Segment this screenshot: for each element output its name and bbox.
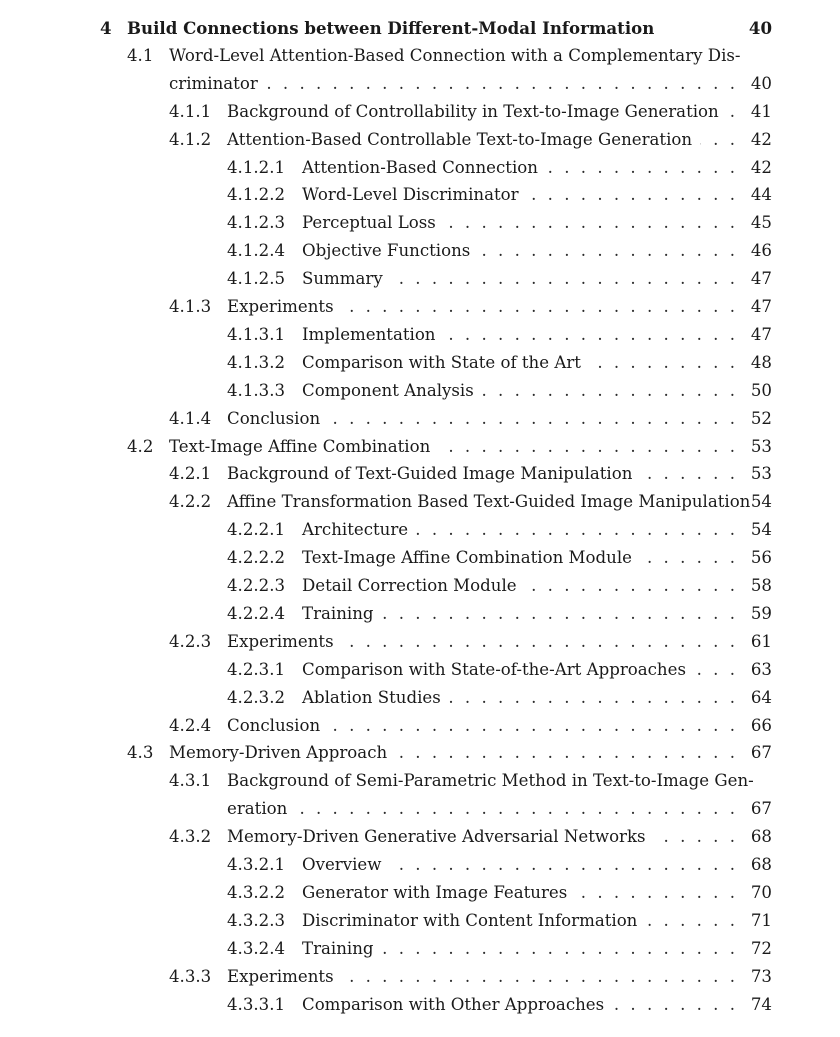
toc-entry-title: Comparison with Other Approaches <box>302 994 605 1014</box>
toc-entry-title: Background of Controllability in Text-to-Image Generation <box>227 101 719 121</box>
toc-entry-number: 4.2.2.4 <box>227 603 286 623</box>
toc-entry-title: Comparison with State-of-the-Art Approaches <box>302 659 686 679</box>
toc-entry[interactable] <box>0 572 840 600</box>
toc-entry-title: Conclusion <box>227 408 321 428</box>
dot-leader <box>391 265 735 293</box>
toc-entry-number: 4.1.4 <box>169 408 212 428</box>
toc-entry-title: Ablation Studies <box>302 687 441 707</box>
dot-leader <box>482 377 735 405</box>
toc-entry-number: 4.3.1 <box>169 771 212 791</box>
toc-entry-number: 4.3.2.3 <box>227 910 286 930</box>
dot-leader <box>438 433 735 461</box>
toc-entry-number: 4.1 <box>127 45 154 65</box>
toc-entry-number: 4.1.3.3 <box>227 380 286 400</box>
toc-entry-page: 44 <box>750 185 772 205</box>
toc-entry-page: 67 <box>750 799 772 819</box>
toc-entry-page: 46 <box>750 241 772 261</box>
chapter-title: Build Connections between Different-Modal Information <box>127 18 655 38</box>
toc-entry[interactable] <box>0 656 840 684</box>
dot-leader <box>525 572 735 600</box>
toc-entry[interactable] <box>0 181 840 209</box>
toc-entry[interactable] <box>0 739 840 767</box>
toc-entry[interactable] <box>0 935 840 963</box>
toc-entry-page: 66 <box>750 715 772 735</box>
toc-entry-page: 42 <box>750 157 772 177</box>
toc-entry-number: 4.1.3.1 <box>227 324 286 344</box>
chapter-heading <box>0 14 840 42</box>
toc-entry-title: Component Analysis <box>302 380 474 400</box>
dot-leader <box>640 460 735 488</box>
toc-entry-page: 71 <box>750 910 772 930</box>
toc-entry[interactable] <box>0 488 840 516</box>
toc-entry[interactable] <box>0 349 840 377</box>
dot-leader <box>266 70 735 98</box>
toc-entry-number: 4.3.2 <box>169 827 212 847</box>
toc-entry-page: 50 <box>750 380 772 400</box>
dot-leader <box>342 628 735 656</box>
toc-entry-page: 48 <box>750 352 772 372</box>
toc-entry-page: 42 <box>750 129 772 149</box>
toc-entry-title: Experiments <box>227 297 334 316</box>
dot-leader <box>727 98 735 126</box>
toc-entry-number: 4.1.3.2 <box>227 352 286 372</box>
toc-entry-page: 68 <box>750 827 772 847</box>
toc-entry-page: 70 <box>750 882 772 902</box>
dot-leader <box>295 795 735 823</box>
toc-entry[interactable] <box>0 907 840 935</box>
toc-entry[interactable] <box>0 963 840 991</box>
toc-entry[interactable] <box>0 544 840 572</box>
toc-entry-page: 72 <box>750 938 772 958</box>
toc-entry-title: Word-Level Discriminator <box>302 185 519 205</box>
toc-entry[interactable] <box>0 712 840 740</box>
toc-entry-page: 67 <box>750 743 772 763</box>
toc-entry[interactable] <box>0 209 840 237</box>
toc-entry-page: 53 <box>750 464 772 484</box>
toc-entry[interactable] <box>0 126 840 154</box>
dot-leader <box>328 405 735 433</box>
toc-entry-number: 4.1.2.2 <box>227 185 286 205</box>
dot-leader <box>645 907 735 935</box>
toc-entry-page: 68 <box>750 855 772 874</box>
toc-entry-number: 4.3.3.1 <box>227 994 286 1014</box>
toc-entry[interactable] <box>0 377 840 405</box>
dot-leader <box>527 181 735 209</box>
toc-entry[interactable] <box>0 600 840 628</box>
chapter-page: 40 <box>748 18 772 38</box>
toc-entry-title: Perceptual Loss <box>302 213 436 233</box>
toc-entry-number: 4.2.1 <box>169 464 212 484</box>
dot-leader <box>342 963 735 991</box>
toc-entry-number: 4.2.3.2 <box>227 687 286 707</box>
chapter-number: 4 <box>100 18 112 38</box>
toc-entry-page: 45 <box>750 213 772 233</box>
toc-entry-number: 4.3.3 <box>169 966 212 986</box>
toc-entry-title: Discriminator with Content Information <box>302 910 638 930</box>
toc-entry-title: Training <box>302 603 374 623</box>
dot-leader <box>382 600 735 628</box>
toc-entry[interactable] <box>0 42 840 70</box>
dot-leader <box>546 154 735 182</box>
toc-entry-number: 4.3.2.1 <box>227 855 286 874</box>
toc-entry-title: Overview <box>302 855 382 874</box>
toc-entry-number: 4.2.4 <box>169 715 212 735</box>
toc-entry-title: Experiments <box>227 631 334 651</box>
toc-entry-title: Background of Semi-Parametric Method in Text-to-Image Gen- <box>227 771 754 791</box>
toc-entry-title: Objective Functions <box>302 241 471 261</box>
toc-entry[interactable] <box>0 879 840 907</box>
toc-entry-title: Text-Image Affine Combination <box>169 436 431 456</box>
dot-leader <box>416 516 735 544</box>
toc-entry-title: Implementation <box>302 324 436 344</box>
toc-entry-number: 4.2.2.2 <box>227 548 286 568</box>
toc-entry[interactable] <box>0 991 840 1019</box>
toc-entry-number: 4.3 <box>127 743 154 763</box>
toc-entry-page: 54 <box>750 520 772 540</box>
toc-entry-page: 74 <box>750 994 772 1014</box>
toc-entry-page: 47 <box>750 324 772 344</box>
toc-entry-title: Experiments <box>227 966 334 986</box>
toc-entry[interactable] <box>0 628 840 656</box>
dot-leader <box>575 879 735 907</box>
toc-entry-page: 47 <box>750 297 772 316</box>
toc-entry-title: Detail Correction Module <box>302 576 517 595</box>
toc-entry-number: 4.2.3 <box>169 631 212 651</box>
dot-leader <box>328 712 735 740</box>
dot-leader <box>478 237 735 265</box>
dot-leader <box>389 851 735 879</box>
toc-entry-title: Summary <box>302 269 383 289</box>
toc-entry[interactable] <box>0 823 840 851</box>
toc-entry[interactable] <box>0 460 840 488</box>
toc-entry-title: Background of Text-Guided Image Manipulation <box>227 464 633 484</box>
toc-entry-title: Architecture <box>302 520 409 540</box>
toc-entry-number: 4.1.1 <box>169 101 212 121</box>
toc-entry-number: 4.1.2.3 <box>227 213 286 233</box>
toc-entry-title: Affine Transformation Based Text-Guided Image Manipulation <box>227 492 751 512</box>
toc-entry-title: Attention-Based Controllable Text-to-Image Generation <box>227 129 693 149</box>
toc-entry-number: 4.1.2.1 <box>227 157 286 177</box>
toc-entry-page: 63 <box>750 659 772 679</box>
toc-entry-number: 4.1.2 <box>169 129 212 149</box>
toc-entry-number: 4.3.2.4 <box>227 938 286 958</box>
toc-entry-number: 4.2.2.3 <box>227 576 286 595</box>
dot-leader <box>700 126 735 154</box>
toc-entry-page: 54 <box>750 492 772 512</box>
toc-entry[interactable] <box>0 293 840 321</box>
toc-entry-title: Generator with Image Features <box>302 882 568 902</box>
toc-entry-number: 4.1.3 <box>169 297 212 316</box>
toc-entry-page: 61 <box>750 631 772 651</box>
toc-entry-page: 52 <box>750 408 772 428</box>
dot-leader <box>589 349 735 377</box>
toc-entry-page: 53 <box>750 436 772 456</box>
toc-entry-page: 58 <box>750 576 772 595</box>
toc-entry-title-continuation: eration <box>227 799 288 819</box>
toc-entry[interactable] <box>0 433 840 461</box>
toc-entry-page: 64 <box>750 687 772 707</box>
toc-entry-number: 4.3.2.2 <box>227 882 286 902</box>
toc-entry-title: Memory-Driven Approach <box>169 743 388 763</box>
toc-entry-page: 41 <box>750 101 772 121</box>
toc-entry[interactable] <box>0 154 840 182</box>
toc-entry-title-continuation: criminator <box>169 73 258 93</box>
toc-entry-title: Attention-Based Connection <box>302 157 538 177</box>
toc-entry[interactable] <box>0 767 840 795</box>
toc-entry-title: Comparison with State of the Art <box>302 352 581 372</box>
toc-entry-title: Text-Image Affine Combination Module <box>302 548 632 568</box>
toc-entry-page: 40 <box>750 73 772 93</box>
toc-entry-title: Memory-Driven Generative Adversarial Networks <box>227 827 646 847</box>
toc-entry[interactable] <box>0 516 840 544</box>
toc-entry[interactable] <box>0 265 840 293</box>
dot-leader <box>395 739 735 767</box>
toc-entry[interactable] <box>0 237 840 265</box>
dot-leader <box>444 321 735 349</box>
toc-entry-title: Conclusion <box>227 715 321 735</box>
toc-entry-number: 4.2.2 <box>169 492 212 512</box>
dot-leader <box>694 656 735 684</box>
dot-leader <box>612 991 735 1019</box>
dot-leader <box>342 293 735 321</box>
dot-leader <box>382 935 735 963</box>
toc-entry[interactable] <box>0 98 840 126</box>
toc-entry-continuation[interactable] <box>0 70 840 98</box>
toc-entry-number: 4.1.2.5 <box>227 269 286 289</box>
dot-leader <box>444 209 735 237</box>
toc-entry-continuation[interactable] <box>0 795 840 823</box>
toc-entry-title: Training <box>302 938 374 958</box>
toc-entry[interactable] <box>0 405 840 433</box>
toc-entry-number: 4.2.2.1 <box>227 520 286 540</box>
toc-entry-number: 4.2.3.1 <box>227 659 286 679</box>
toc-entry[interactable] <box>0 851 840 879</box>
dot-leader <box>654 823 735 851</box>
toc-entry-number: 4.1.2.4 <box>227 241 286 261</box>
toc-entry-page: 73 <box>750 966 772 986</box>
toc-entry[interactable] <box>0 684 840 712</box>
toc-entry-page: 59 <box>750 603 772 623</box>
toc-entry-title: Word-Level Attention-Based Connection with a Complementary Dis- <box>169 45 741 65</box>
dot-leader <box>640 544 735 572</box>
toc-entry-number: 4.2 <box>127 436 154 456</box>
toc-entry-page: 56 <box>750 548 772 568</box>
toc-entry-page: 47 <box>750 269 772 289</box>
dot-leader <box>449 684 735 712</box>
toc-entry[interactable] <box>0 321 840 349</box>
